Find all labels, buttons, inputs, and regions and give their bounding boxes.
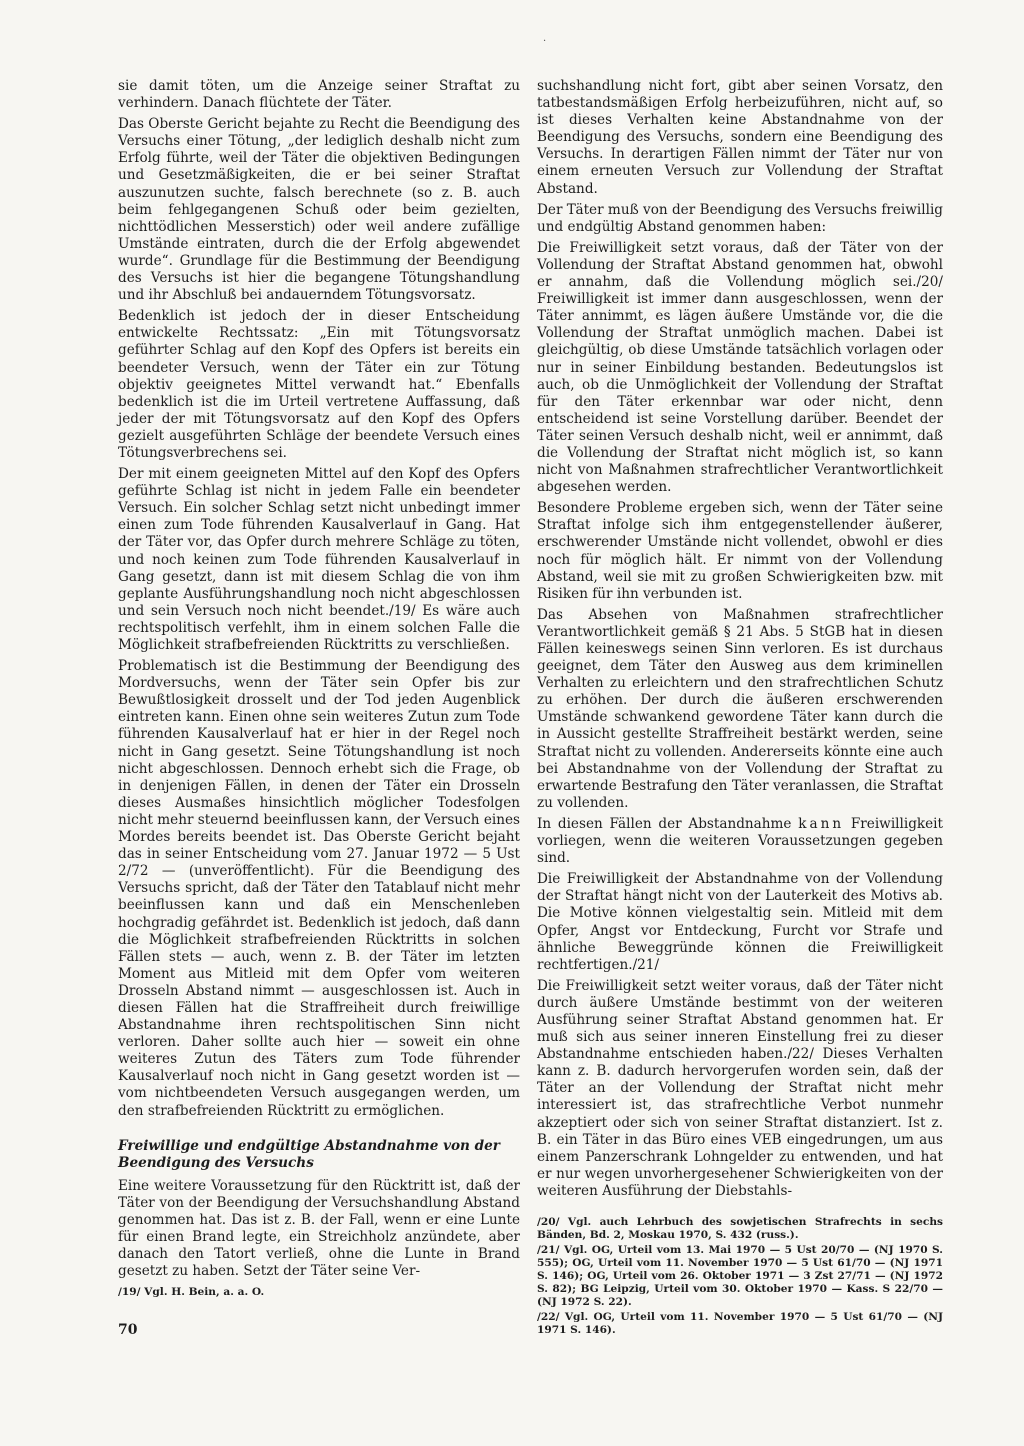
paragraph — [537, 816, 943, 867]
spaced-word: kann — [798, 815, 845, 832]
footnote: /22/ Vgl. OG, Urteil vom 11. November 1970 — 5 Ust 61/70 — (NJ 1971 S. 146). — [537, 1311, 943, 1336]
paragraph: Das Absehen von Maßnahmen strafrechtlicher Verantwortlichkeit gemäß § 21 Abs. 5 StGB hat in diesen Fällen keineswegs seinen Sinn verloren. Es ist durchaus geeignet, dem Täter den Ausweg aus dem kriminellen Verhalten zu erleichtern und den strafrechtlichen Schutz zu erhöhen. Der durch die äußeren erschwerenden Umstände schwankend gewordene Täter kann durch die in Aussicht gestellte Straffreiheit bestärkt werden, seine Straftat nicht zu vollenden. Andererseits könnte eine auch bei Abstandnahme von der Vollendung der Straftat zu erwartende Bestrafung den Täter veranlassen, die Straftat zu vollenden. — [537, 606, 943, 811]
footnote: /21/ Vgl. OG, Urteil vom 13. Mai 1970 — 5 Ust 20/70 — (NJ 1970 S. 555); OG, Urteil vom 11. November 1970 — 5 Ust 61/70 — (NJ 1971 S. 146); OG, Urteil vom 26. Oktober 1971 — 3 Zst 27/71 — (NJ 1972 S. 82); BG Leipzig, Urteil vom 30. Oktober 1970 — Kass. S 22/70 — (NJ 1972 S. 22). — [537, 1244, 943, 1308]
section-heading: Freiwillige und endgültige Abstandnahme von der Beendigung des Versuchs — [118, 1137, 500, 1171]
right-column — [537, 78, 943, 1339]
footnote: /19/ Vgl. H. Bein, a. a. O. — [118, 1286, 265, 1298]
page-mark: · — [543, 36, 547, 47]
paragraph: Besondere Probleme ergeben sich, wenn der Täter seine Straftat infolge sich ihm entgegenstellender äußerer, erschwerender Umstände nicht vollendet, obwohl er dies noch für möglich hält. Er nimmt von der Vollendung Abstand, weil sie mit zu großen Schwierigkeiten bzw. mit Risiken für ihn verbunden ist. — [537, 500, 943, 602]
paragraph: sie damit töten, um die Anzeige seiner Straftat zu verhindern. Danach flüchtete der Täter. — [118, 78, 520, 112]
page-number: 70 — [118, 1322, 138, 1338]
text-run: Freiwilligkeit vorliegen, wenn die weiteren Voraussetzungen gegeben sind. — [537, 815, 943, 867]
paragraph: Die Freiwilligkeit der Abstandnahme von der Vollendung der Straftat hängt nicht von der Lauterkeit des Motivs ab. Die Motive können vielgestaltig sein. Mitleid mit dem Opfer, Angst vor Entdeckung, Furcht vor Strafe und ähnliche Beweggründe können die Freiwilligkeit rechtfertigen./21/ — [537, 871, 943, 973]
paragraph: Eine weitere Voraussetzung für den Rücktritt ist, daß der Täter von der Beendigung der Versuchshandlung Abstand genommen hat. Das ist z. B. der Fall, wenn er eine Lunte für einen Brand legte, ein Streichholz anzündete, aber danach den Tatort verließ, ohne die Lunte in Brand gesetzt zu haben. Setzt der Täter seine Ver- — [118, 1177, 520, 1280]
text-run: In diesen Fällen der Abstandnahme — [537, 815, 799, 832]
paragraph: Der mit einem geeigneten Mittel auf den Kopf des Opfers geführte Schlag ist nicht in jedem Falle ein beendeter Versuch. Ein solcher Schlag setzt nicht unbedingt immer einen zum Tode führenden Kausalverlauf in Gang. Hat der Täter vor, das Opfer durch mehrere Schläge zu töten, und noch keinen zum Tode führenden Kausalverlauf in Gang gesetzt, dann ist mit diesem Schlag die von ihm geplante Ausführungshandlung noch nicht abgeschlossen und sein Versuch noch nicht beendet./19/ Es wäre auch rechtspolitisch verfehlt, ihm in einem solchen Falle die Möglichkeit strafbefreienden Rücktritts zu verschließen. — [118, 466, 520, 653]
paragraph: Die Freiwilligkeit setzt voraus, daß der Täter von der Vollendung der Straftat Abstand genommen hat, obwohl er annahm, daß die Vollendung möglich sei./20/ Freiwilligkeit ist immer dann ausgeschlossen, wenn der Täter annimmt, es lägen äußere Umstände vor, die die Vollendung der Straftat unmöglich machen. Dabei ist gleichgültig, ob diese Umstände tatsächlich vorlagen oder nur in seiner Einbildung bestanden. Bedeutungslos ist auch, ob die Unmöglichkeit der Vollendung der Straftat für den Täter erkennbar war oder nicht, denn entscheidend ist seine Vorstellung darüber. Beendet der Täter seinen Versuch deshalb nicht, weil er annimmt, daß die Vollendung der Straftat nicht möglich ist, so kann nicht von Maßnahmen strafrechtlicher Verantwortlichkeit abgesehen werden. — [537, 239, 943, 496]
paragraph: Die Freiwilligkeit setzt weiter voraus, daß der Täter nicht durch äußere Umstände bestimmt von der weiteren Ausführung seiner Straftat Abstand genommen hat. Er muß sich aus seiner inneren Einstellung frei zu dieser Abstandnahme entschieden haben./22/ Dieses Verhalten kann z. B. dadurch hervorgerufen worden sein, daß der Täter an der Vollendung der Straftat nicht mehr interessiert ist, das strafrechtliche Verbot nunmehr akzeptiert oder sich von seiner Straftat distanziert. Ist z. B. ein Täter in das Büro eines VEB eingedrungen, um aus einem Panzerschrank Lohngelder zu entwenden, und hat er nur wegen unvorhergesehener Schwierigkeiten von der weiteren Ausführung der Diebstahls- — [537, 977, 943, 1199]
paragraph: Bedenklich ist jedoch der in dieser Entscheidung entwickelte Rechtssatz: „Ein mit Tötungsvorsatz geführter Schlag auf den Kopf des Opfers ist bereits ein beendeter Versuch, wenn der Täter ein zur Tötung objektiv geeignetes Mittel verwandt hat.“ Ebenfalls bedenklich ist die im Urteil vertretene Auffassung, daß jeder der mit Tötungsvorsatz auf den Kopf des Opfers gezielt ausgeführten Schläge der beendete Versuch eines Tötungsverbrechens sei. — [118, 308, 520, 461]
paragraph: Das Oberste Gericht bejahte zu Recht die Beendigung des Versuchs einer Tötung, „der lediglich deshalb nicht zum Erfolg führte, weil der Täter die objektiven Bedingungen und Gesetzmäßigkeiten, die er bei seiner Straftat auszunutzen suchte, falsch berechnete (so z. B. auch beim fehlgegangenen Schuß oder beim gezielten, nichttödlichen Messerstich) oder weil andere zufällige Umstände eintraten, durch die der Erfolg abgewendet wurde“. Grundlage für die Bestimmung der Beendigung des Versuchs ist hier die begangene Tötungshandlung und ihr Abschluß bei andauerndem Tötungsvorsatz. — [118, 116, 520, 304]
paragraph: suchshandlung nicht fort, gibt aber seinen Vorsatz, den tatbestandsmäßigen Erfolg herbeizuführen, nicht auf, so ist dieses Verhalten keine Abstandnahme von der Beendigung des Versuchs, sondern eine Beendigung des Versuchs. In derartigen Fällen nimmt der Täter nur von einem erneuten Versuch zur Vollendung der Straftat Abstand. — [537, 78, 943, 197]
paragraph: Der Täter muß von der Beendigung des Versuchs freiwillig und endgültig Abstand genommen haben: — [537, 201, 943, 235]
left-column — [118, 78, 520, 1284]
footnote: /20/ Vgl. auch Lehrbuch des sowjetischen Strafrechts in sechs Bänden, Bd. 2, Moskau 1970, S. 432 (russ.). — [537, 1216, 943, 1241]
footnotes — [537, 1216, 943, 1337]
paragraph: Problematisch ist die Bestimmung der Beendigung des Mordversuchs, wenn der Täter sein Opfer bis zur Bewußtlosigkeit drosselt und der Tod jeden Augenblick eintreten kann. Einen ohne sein weiteres Zutun zum Tode führenden Kausalverlauf hat er hier in der Regel noch nicht in Gang gesetzt. Seine Tötungshandlung ist noch nicht abgeschlossen. Dennoch erhebt sich die Frage, ob in denjenigen Fällen, in denen der Täter ein Drosseln dieses Ausmaßes hinsichtlich möglicher Todesfolgen nicht mehr steuernd beeinflussen kann, der Versuch eines Mordes bereits beendet ist. Das Oberste Gericht bejaht das in seiner Entscheidung vom 27. Januar 1972 — 5 Ust 2/72 — (unveröffentlicht). Für die Beendigung des Versuchs spricht, daß der Täter den Tatablauf nicht mehr beeinflussen kann und daß ein Menschenleben hochgradig gefährdet ist. Bedenklich ist jedoch, daß dann die Möglichkeit strafbefreienden Rücktritts in solchen Fällen stets — auch, wenn z. B. der Täter im letzten Moment aus Mitleid mit dem Opfer vom weiteren Drosseln Abstand nimmt — ausgeschlossen ist. Auch in diesen Fällen hat die Straffreiheit durch freiwillige Abstandnahme ihren rechtspolitischen Sinn nicht verloren. Daher sollte auch hier — soweit ein ohne weiteres Zutun des Täters zum Tode führender Kausalverlauf noch nicht in Gang gesetzt worden ist — vom nichtbeendeten Versuch ausgegangen werden, um den strafbefreienden Rücktritt zu ermöglichen. — [118, 658, 520, 1119]
